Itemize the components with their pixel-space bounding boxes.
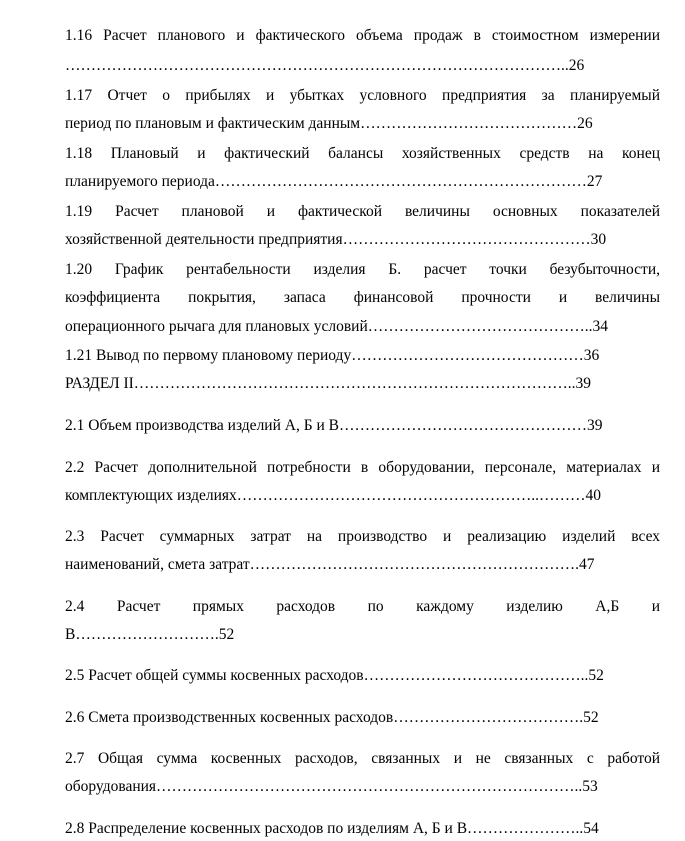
toc-line: 1.20 График рентабельности изделия Б. расчет точки безубыточности, <box>65 261 660 278</box>
toc-line: 1.18 Плановый и фактический балансы хозяйственных средств на конец <box>65 145 660 162</box>
toc-line: В……………………….52 <box>65 626 235 643</box>
toc-line: комплектующих изделиях…………………………………………………..………40 <box>65 487 602 504</box>
toc-line: 2.5 Расчет общей суммы косвенных расходов……………………………………..52 <box>65 667 604 684</box>
toc-line: 2.1 Объем производства изделий А, Б и В…………………………………………39 <box>65 417 603 434</box>
toc-line: 2.3 Расчет суммарных затрат на производство и реализацию изделий всех <box>65 528 660 545</box>
toc-line: хозяйственной деятельности предприятия…………………………………………30 <box>65 231 607 248</box>
toc-line: ……………………………………………………………………………………..26 <box>65 57 585 74</box>
toc-line: 1.21 Вывод по первому плановому периоду………………………………………36 <box>65 347 600 364</box>
toc-line: операционного рычага для плановых условий……………………………………..34 <box>65 318 608 335</box>
toc-line: 1.17 Отчет о прибылях и убытках условного предприятия за планируемый <box>65 87 660 104</box>
toc-line: коэффициента покрытия, запаса финансовой прочности и величины <box>65 289 660 306</box>
toc-line: наименований, смета затрат……………………………………………………….47 <box>65 556 595 573</box>
toc-line: 1.19 Расчет плановой и фактической величины основных показателей <box>65 203 660 220</box>
toc-line: 2.6 Смета производственных косвенных расходов……………………………….52 <box>65 709 599 726</box>
toc-line: 2.2 Расчет дополнительной потребности в оборудовании, персонале, материалах и <box>65 459 660 476</box>
toc-line: 2.8 Распределение косвенных расходов по изделиям А, Б и В…………………..54 <box>65 820 599 837</box>
toc-line: 1.16 Расчет планового и фактического объема продаж в стоимостном измерении <box>65 27 660 44</box>
toc-line: 2.4 Расчет прямых расходов по каждому изделию А,Б и <box>65 598 660 615</box>
toc-line: РАЗДЕЛ II…………………………………………………………………………..39 <box>65 375 592 392</box>
toc-line: 2.7 Общая сумма косвенных расходов, связанных и не связанных с работой <box>65 750 660 767</box>
toc-line: период по плановым и фактическим данным……………………………………26 <box>65 115 593 132</box>
toc-line: планируемого периода………………………………………………………………27 <box>65 173 603 190</box>
toc-line: оборудования………………………………………………………………………..53 <box>65 778 598 795</box>
